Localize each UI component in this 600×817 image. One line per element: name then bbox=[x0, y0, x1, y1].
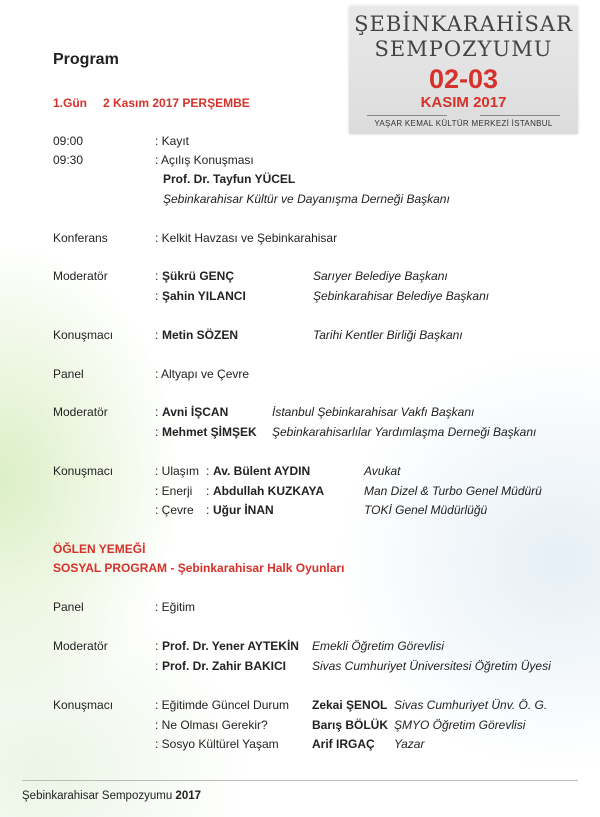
footer-year: 2017 bbox=[175, 790, 202, 802]
moderator-name: Prof. Dr. Yener AYTEKİN bbox=[162, 639, 299, 653]
moderator-name: Şahin YILANCI bbox=[162, 289, 246, 303]
speaker-label: Konuşmacı bbox=[53, 698, 114, 712]
speaker-role: Sivas Cumhuriyet Ünv. Ö. G. bbox=[394, 698, 548, 712]
moderator-role: Sivas Cumhuriyet Üniversitesi Öğretim Üyesi bbox=[312, 659, 551, 673]
topic-socio-cultural: : Sosyo Kültürel Yaşam bbox=[155, 737, 279, 751]
topic-energy: : Enerji bbox=[155, 484, 193, 498]
time-0900: 09:00 bbox=[53, 134, 84, 148]
logo-dates: 02-03 bbox=[428, 64, 499, 94]
colon: : bbox=[155, 289, 159, 303]
opening-speaker-role: Şebinkarahisar Kültür ve Dayanışma Derneği Başkanı bbox=[163, 192, 450, 206]
moderator-name: Mehmet ŞİMŞEK bbox=[162, 425, 257, 439]
colon: : bbox=[206, 464, 210, 478]
colon: : bbox=[155, 425, 159, 439]
topic-transport: : Ulaşım bbox=[155, 464, 200, 478]
colon: : bbox=[155, 405, 159, 419]
speaker-name: Zekai ŞENOL bbox=[312, 698, 388, 712]
moderator-role: Emekli Öğretim Görevlisi bbox=[312, 639, 445, 653]
logo-title-line1: ŞEBİNKARAHİSAR bbox=[354, 12, 573, 36]
moderator-role: İstanbul Şebinkarahisar Vakfı Başkanı bbox=[272, 405, 475, 419]
opening-speaker-name: Prof. Dr. Tayfun YÜCEL bbox=[163, 172, 296, 186]
logo-title-line2: SEMPOZYUMU bbox=[374, 37, 553, 61]
speaker-role: Yazar bbox=[394, 737, 425, 751]
topic-education-status: : Eğitimde Güncel Durum bbox=[155, 698, 290, 712]
topic-environment: : Çevre bbox=[155, 503, 194, 517]
speaker-role: ŞMYO Öğretim Görevlisi bbox=[394, 718, 526, 732]
logo-month: KASIM 2017 bbox=[420, 94, 507, 111]
topic-what-should-be: : Ne Olması Gerekir? bbox=[155, 718, 268, 732]
colon: : bbox=[155, 328, 159, 342]
footer-text: Şebinkarahisar Sempozyumu bbox=[22, 790, 176, 802]
registration-text: : Kayıt bbox=[155, 134, 190, 148]
speaker-role: Man Dizel & Turbo Genel Müdürü bbox=[364, 484, 542, 498]
moderator-name: Avni İŞCAN bbox=[162, 405, 229, 419]
speaker-role: TOKİ Genel Müdürlüğü bbox=[364, 503, 488, 517]
panel-topic: : Altyapı ve Çevre bbox=[155, 367, 250, 381]
moderator-role: Şebinkarahisarlılar Yardımlaşma Derneği Başkanı bbox=[272, 425, 537, 439]
day-label: 1.Gün bbox=[53, 96, 88, 110]
moderator-label: Moderatör bbox=[53, 405, 108, 419]
symposium-logo bbox=[349, 6, 578, 134]
moderator-role: Şebinkarahisar Belediye Başkanı bbox=[313, 289, 490, 303]
colon: : bbox=[155, 639, 159, 653]
time-0930: 09:30 bbox=[53, 153, 84, 167]
lunch-heading: ÖĞLEN YEMEĞİ bbox=[53, 542, 146, 556]
moderator-label: Moderatör bbox=[53, 639, 108, 653]
conference-label: Konferans bbox=[53, 231, 108, 245]
speaker-name: Arif IRGAÇ bbox=[312, 737, 375, 751]
speaker-name: Abdullah KUZKAYA bbox=[213, 484, 325, 498]
moderator-role: Sarıyer Belediye Başkanı bbox=[313, 269, 448, 283]
conference-text: : Kelkit Havzası ve Şebinkarahisar bbox=[155, 231, 338, 245]
moderator-name: Şükrü GENÇ bbox=[162, 269, 235, 283]
logo-venue: YAŞAR KEMAL KÜLTÜR MERKEZİ İSTANBUL bbox=[374, 119, 553, 128]
page-title: Program bbox=[53, 51, 119, 68]
colon: : bbox=[206, 484, 210, 498]
speaker-name: Barış BÖLÜK bbox=[312, 718, 389, 732]
logo-divider-left bbox=[367, 115, 447, 116]
social-program-heading: SOSYAL PROGRAM - Şebinkarahisar Halk Oyunları bbox=[53, 561, 345, 575]
moderator-label: Moderatör bbox=[53, 269, 108, 283]
logo-divider-right bbox=[480, 115, 560, 116]
footer bbox=[22, 790, 201, 802]
panel-label: Panel bbox=[53, 367, 84, 381]
speaker-name: Uğur İNAN bbox=[213, 503, 274, 517]
speaker-label: Konuşmacı bbox=[53, 328, 114, 342]
colon: : bbox=[155, 659, 159, 673]
speaker-role: Tarihi Kentler Birliği Başkanı bbox=[313, 328, 463, 342]
colon: : bbox=[155, 269, 159, 283]
panel-topic: : Eğitim bbox=[155, 600, 196, 614]
speaker-name: Av. Bülent AYDIN bbox=[213, 464, 311, 478]
footer-divider bbox=[22, 780, 578, 781]
speaker-name: Metin SÖZEN bbox=[162, 328, 239, 342]
speaker-label: Konuşmacı bbox=[53, 464, 114, 478]
colon: : bbox=[206, 503, 210, 517]
speaker-role: Avukat bbox=[364, 464, 401, 478]
day-date: 2 Kasım 2017 PERŞEMBE bbox=[103, 96, 250, 110]
panel-label: Panel bbox=[53, 600, 84, 614]
opening-speech-text: : Açılış Konuşması bbox=[155, 153, 254, 167]
moderator-name: Prof. Dr. Zahir BAKICI bbox=[162, 659, 287, 673]
